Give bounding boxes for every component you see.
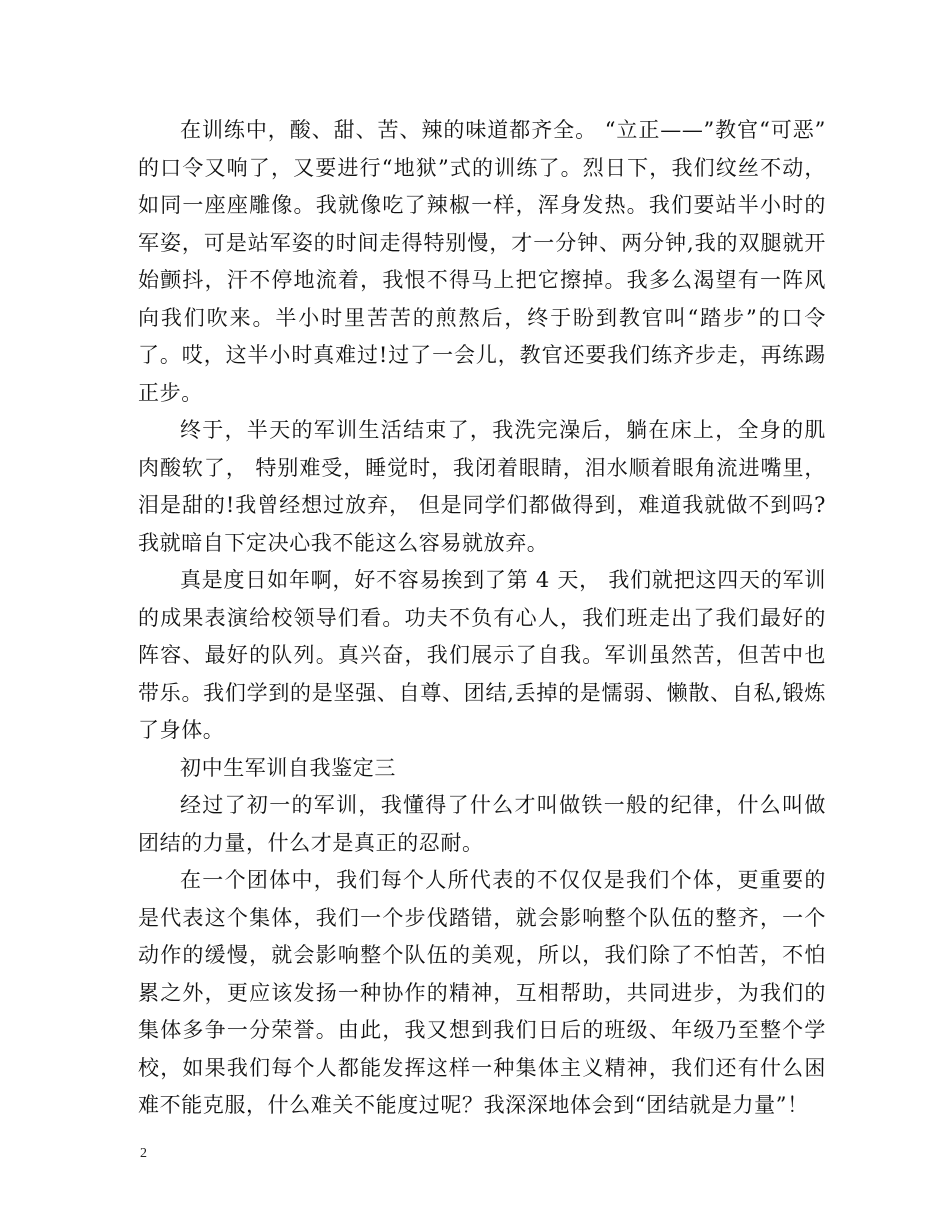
- page-number: 2: [140, 1146, 147, 1161]
- document-body: [138, 112, 826, 1125]
- paragraph-teamwork: 在一个团体中，我们每个人所代表的不仅仅是我们个体，更重要的是代表这个集体，我们一个步伐踏错，就会影响整个队伍的整齐，一个动作的缓慢，就会影响整个队伍的美观，所以，我们除了不怕苦，不怕累之外，更应该发扬一种协作的精神，互相帮助，共同进步，为我们的集体多争一分荣誉。由此，我又想到我们日后的班级、年级乃至整个学校，如果我们每个人都能发挥这样一种集体主义精神，我们还有什么困难不能克服，什么难关不能度过呢？我深深地体会到“团结就是力量”！: [138, 868, 826, 1117]
- paragraph-training-flavors: 在训练中，酸、甜、苦、辣的味道都齐全。 “立正——”教官“可恶” 的口令又响了，又要进行“地狱”式的训练了。烈日下，我们纹丝不动，如同一座座雕像。我就像吃了辣椒一样，浑身发热。我们要站半小时的军姿，可是站军姿的时间走得特别慢，才一分钟、两分钟,我的双腿就开始颤抖，汗不停地流着，我恨不得马上把它擦掉。我多么渴望有一阵风向我们吹来。半小时里苦苦的煎熬后，终于盼到教官叫“踏步”的口令了。哎，这半小时真难过!过了一会儿，教官还要我们练齐步走，再练踢正步。: [138, 118, 826, 405]
- section-title: 初中生军训自我鉴定三: [180, 755, 396, 780]
- paragraph-end-of-day: 终于，半天的军训生活结束了，我洗完澡后，躺在床上，全身的肌肉酸软了， 特别难受，睡觉时，我闭着眼睛，泪水顺着眼角流进嘴里，泪是甜的!我曾经想过放弃， 但是同学们都做得到，难道我就做不到吗?我就暗自下定决心我不能这么容易就放弃。: [138, 418, 826, 555]
- paragraph-fourth-day: 真是度日如年啊，好不容易挨到了第 4 天， 我们就把这四天的军训的成果表演给校领导们看。功夫不负有心人，我们班走出了我们最好的阵容、最好的队列。真兴奋，我们展示了自我。军训虽然苦，但苦中也带乐。我们学到的是坚强、自尊、团结,丢掉的是懦弱、懒散、自私,锻炼了身体。: [138, 568, 826, 742]
- paragraph-discipline: 经过了初一的军训，我懂得了什么才叫做铁一般的纪律，什么叫做团结的力量，什么才是真正的忍耐。: [138, 793, 826, 855]
